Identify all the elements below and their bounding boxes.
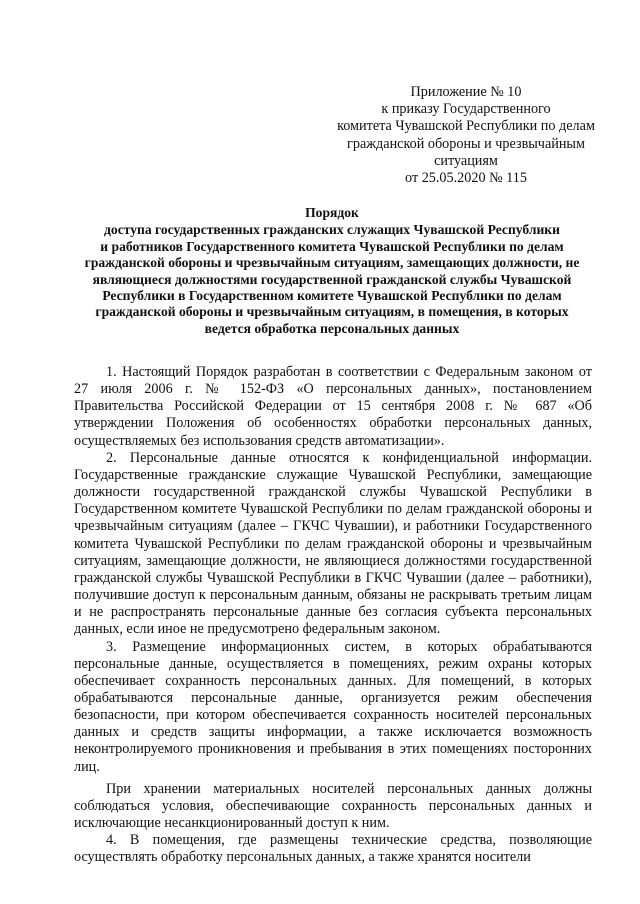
title-heading: Порядок: [305, 205, 359, 220]
appendix-header: [330, 84, 602, 187]
title-line: Республики в Государственном комитете Чувашской Республики по делам: [102, 288, 562, 304]
appendix-line: к приказу Государственного: [381, 101, 551, 118]
appendix-line: Приложение № 10: [410, 84, 522, 100]
appendix-line: от 25.05.2020 № 115: [405, 170, 527, 187]
document-title: [74, 205, 590, 337]
paragraph-2: 2. Персональные данные относятся к конфиденциальной информации. Государственные гражданские служащие Чувашской Республики, замещающие должности государственной гражданской службы Чувашской Республики в Государственном комитете Чувашской Республики по делам гражданской обороны и чрезвычайным ситуациям (далее – ГКЧС Чувашии), и работники Государственного комитета Чувашской Республики по делам гражданской обороны и чрезвычайным ситуациям, замещающие должности, не являющиеся должностями государственной гражданской службы Чувашской Республики в ГКЧС Чувашии (далее – работники), получившие доступ к персональным данным, обязаны не раскрывать третьим лицам и не распространять персональные данные без согласия субъекта персональных данных, если иное не предусмотрено федеральным законом.: [74, 449, 592, 638]
title-line: гражданской обороны и чрезвычайным ситуациям, в помещения, в которых: [95, 304, 569, 320]
title-line: доступа государственных гражданских служащих Чувашской Республики: [104, 222, 560, 238]
paragraph-3: 3. Размещение информационных систем, в которых обрабатываются персональные данные, осуществляется в помещениях, режим охраны которых обеспечивает сохранность персональных данных. Для помещений, в которых обрабатываются персональные данные, организуется режим обеспечения безопасности, при котором обеспечивается сохранность носителей персональных данных и средств защиты информации, а также исключается возможность неконтролируемого проникновения и пребывания в этих помещениях посторонних лиц.: [74, 638, 592, 775]
paragraph-3-continued: При хранении материальных носителей персональных данных должны соблюдаться условия, обеспечивающие сохранность персональных данных и исключающие несанкционированный доступ к ним.: [74, 780, 592, 832]
document-body: [74, 364, 592, 867]
title-line: являющиеся должностями государственной гражданской службы Чувашской: [92, 271, 572, 287]
paragraph-4: 4. В помещения, где размещены технические средства, позволяющие осуществлять обработку персональных данных, а также хранятся носители: [74, 832, 592, 866]
paragraph-1: 1. Настоящий Порядок разработан в соответствии с Федеральным законом от 27 июля 2006 г. № 152-ФЗ «О персональных данных», постановлением Правительства Российской Федерации от 15 сентября 2008 г. № 687 «Об утверждении Положения об особенностях обработки персональных данных, осуществляемых без использования средств автоматизации».: [74, 364, 592, 449]
appendix-line: комитета Чувашской Республики по делам: [337, 118, 595, 135]
title-line: ведется обработка персональных данных: [204, 320, 460, 336]
appendix-line: ситуациям: [434, 152, 498, 169]
title-line: гражданской обороны и чрезвычайным ситуациям, замещающих должности, не: [84, 255, 580, 271]
title-line: и работников Государственного комитета Чувашской Республики по делам: [100, 238, 564, 254]
appendix-line: гражданской обороны и чрезвычайным: [347, 135, 585, 152]
